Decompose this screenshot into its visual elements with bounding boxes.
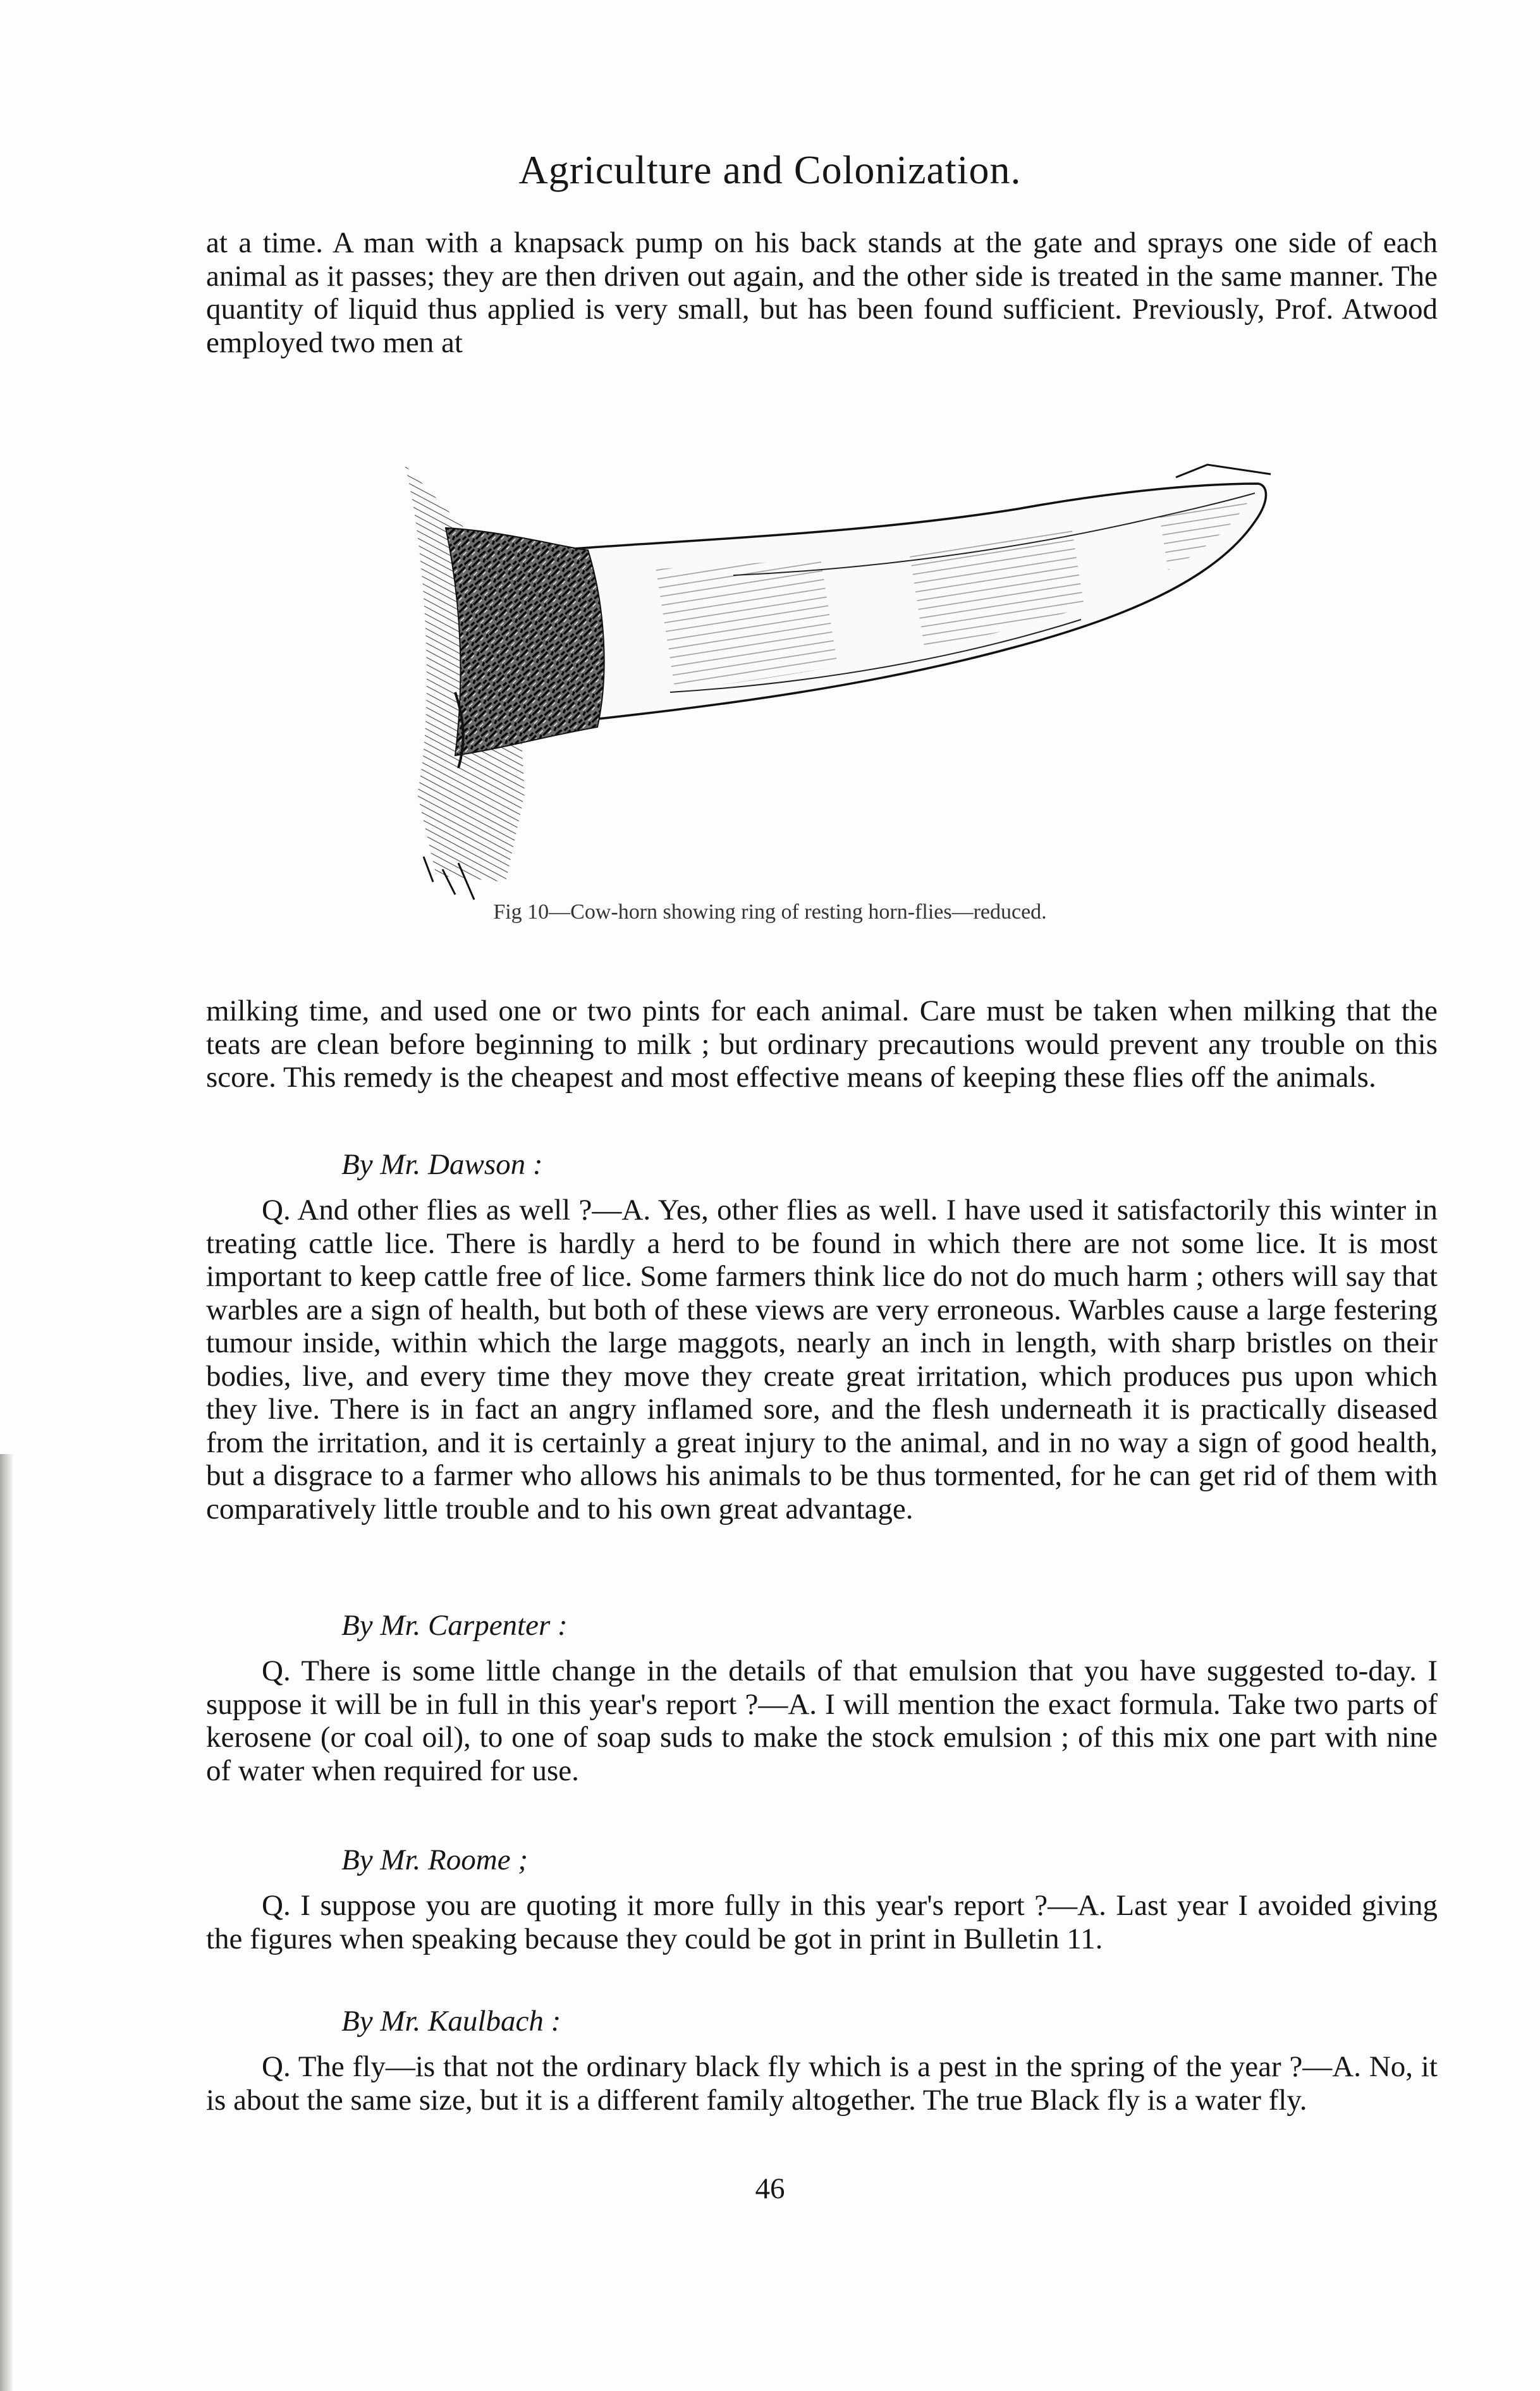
cow-horn-illustration [379, 439, 1296, 901]
paragraph-5: Q. I suppose you are quoting it more fully in this year's report ?—A. Last year I avoided giving the figures when speaking because they could be got in print in Bulletin 11. [206, 1889, 1438, 1955]
speaker-carpenter: By Mr. Carpenter : [341, 1609, 568, 1642]
speaker-dawson: By Mr. Dawson : [341, 1148, 543, 1181]
speaker-kaulbach: By Mr. Kaulbach : [341, 2005, 561, 2038]
paragraph-1: at a time. A man with a knapsack pump on his back stands at the gate and sprays one side of each animal as it passes; they are then driven out again, and the other side is treated in the same manner. The quantity of liquid thus applied is very small, but has been found sufficient. Previously, Prof. Atwood employed two men at [206, 226, 1438, 359]
paragraph-3: Q. And other flies as well ?—A. Yes, other flies as well. I have used it satisfactorily this winter in treating cattle lice. There is hardly a herd to be found in which there are not some lice. It is most important to keep cattle free of lice. Some farmers think lice do not do much harm ; others will say that warbles are a sign of health, but both of these views are very erroneous. Warbles cause a large festering tumour inside, within which the large maggots, nearly an inch in length, with sharp bristles on their bodies, live, and every time they move they create great irritation, which produces pus upon which they live. There is in fact an angry inflamed sore, and the flesh underneath it is practically diseased from the irritation, and it is certainly a great injury to the animal, and in no way a sign of good health, but a disgrace to a farmer who allows his animals to be thus tormented, for he can get rid of them with comparatively little trouble and to his own great advantage. [206, 1194, 1438, 1526]
page-number: 46 [755, 2172, 785, 2205]
binding-shadow [0, 1454, 14, 2391]
paragraph-6: Q. The fly—is that not the ordinary black fly which is a pest in the spring of the year ?—A. No, it is about the same size, but it is a different family altogether. The true Black fly is a water fly. [206, 2050, 1438, 2117]
figure-caption: Fig 10—Cow-horn showing ring of resting horn-flies—reduced. [493, 900, 1047, 924]
paragraph-2: milking time, and used one or two pints for each animal. Care must be taken when milking that the teats are clean before beginning to milk ; but ordinary precautions would prevent any trouble on this score. This remedy is the cheapest and most effective means of keeping these flies off the animals. [206, 994, 1438, 1094]
speaker-roome: By Mr. Roome ; [341, 1844, 528, 1876]
paragraph-4: Q. There is some little change in the details of that emulsion that you have suggested to-day. I suppose it will be in full in this year's report ?—A. I will mention the exact formula. Take two parts of kerosene (or coal oil), to one of soap suds to make the stock emulsion ; of this mix one part with nine of water when required for use. [206, 1654, 1438, 1787]
running-header: Agriculture and Colonization. [518, 147, 1022, 192]
